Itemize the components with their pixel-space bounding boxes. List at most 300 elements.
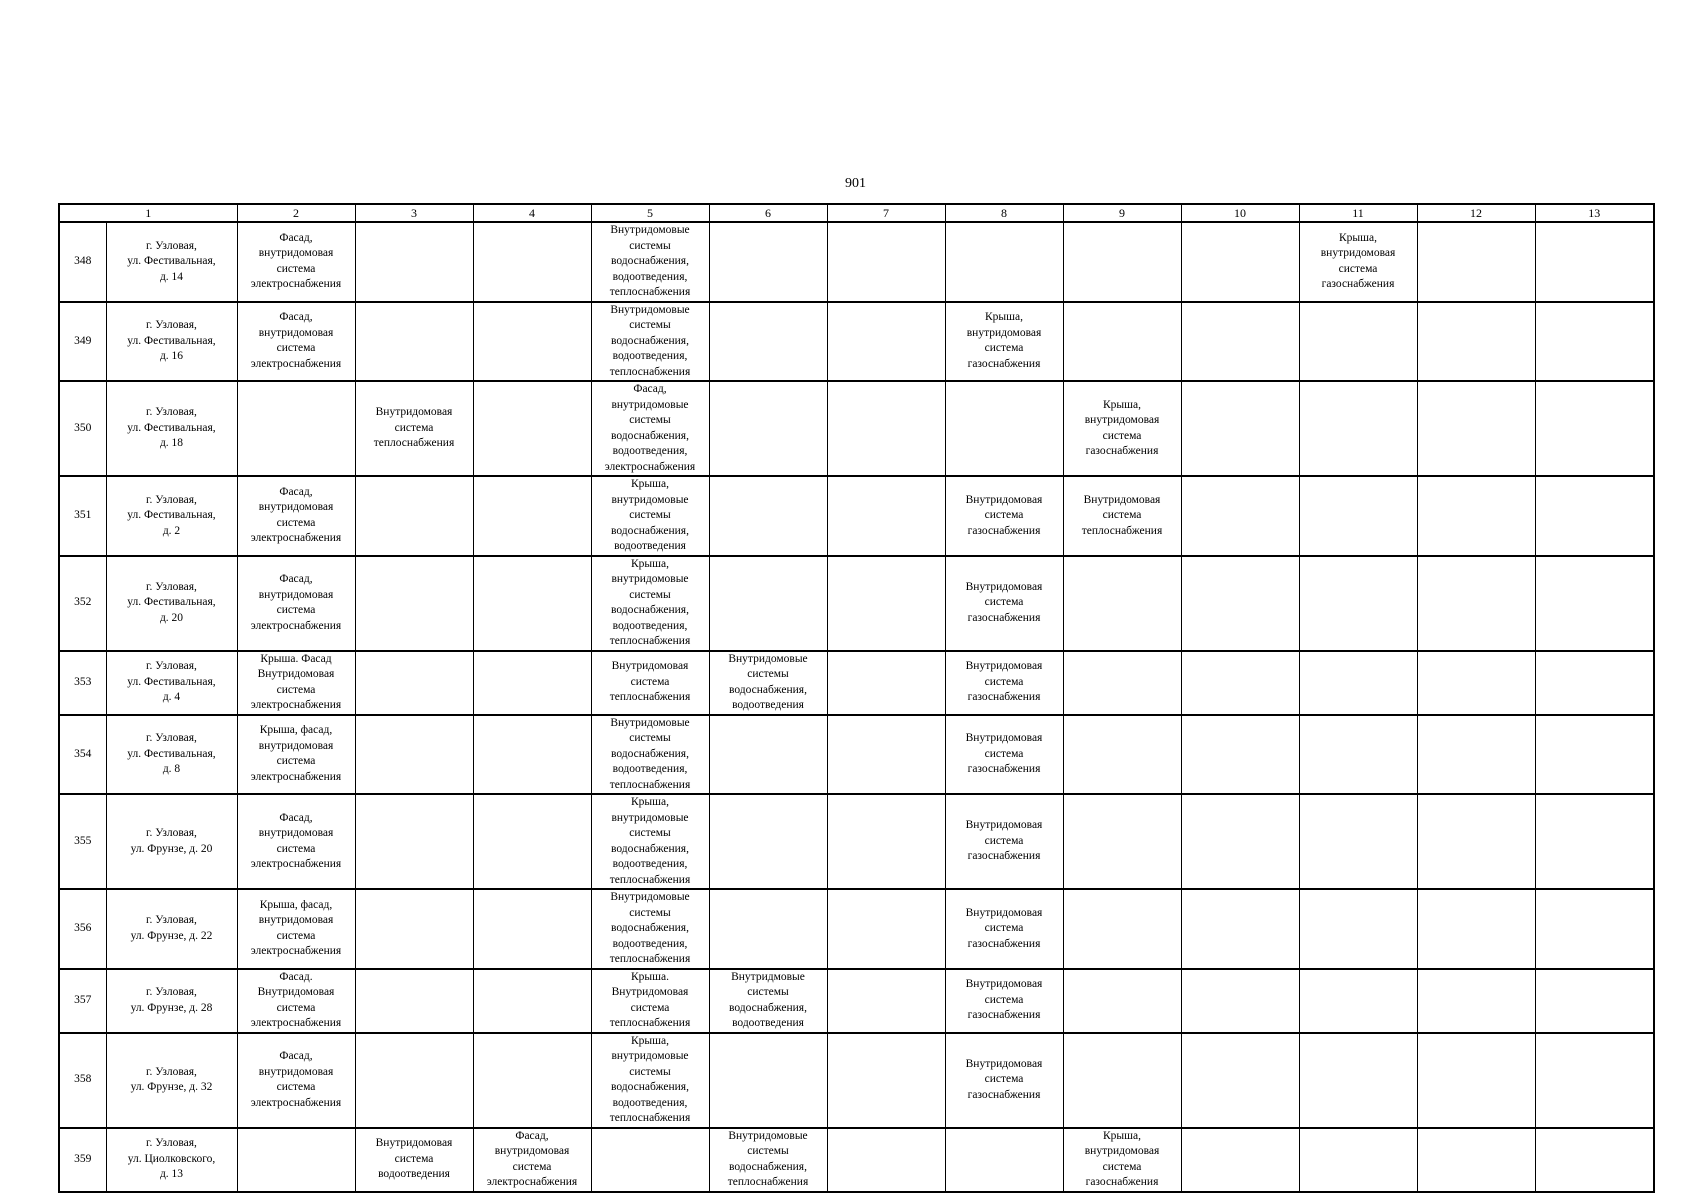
work-item-line: Внутридомовые [728,1129,808,1142]
work-cell-8 [945,222,1063,302]
row-number: 350 [59,381,106,476]
work-cell-8 [945,1128,1063,1192]
work-cell-9 [1063,1128,1181,1192]
work-cell-9 [1063,889,1181,969]
work-item-line: Крыша, [631,796,669,808]
column-header: 8 [945,204,1063,222]
work-item-line: водоотведения, [612,937,688,950]
work-cell-5 [591,476,709,556]
work-cell-12 [1417,381,1535,476]
work-item-line: водоотведения, [612,858,688,870]
work-cell-10 [1181,1033,1299,1128]
work-cell-4 [473,476,591,556]
work-item-line: газоснабжения [967,937,1041,950]
address-line: ул. Фрунзе, д. 22 [130,929,213,942]
work-item-line: Фасад, [279,1050,313,1062]
work-cell-3 [355,222,473,302]
row-number: 351 [59,476,106,556]
work-cell-2 [237,651,355,715]
work-item-line: Фасад, [279,311,313,324]
work-cell-5 [591,381,709,476]
work-cell-11 [1299,1128,1417,1192]
work-item-line: внутридомовые [611,1050,689,1062]
page-number: 901 [845,176,866,191]
work-item-line: газоснабжения [967,763,1041,775]
work-cell-3 [355,476,473,556]
work-item-line: газоснабжения [967,357,1041,370]
work-item-line: водоотведения, [612,350,688,362]
work-item-line: водоотведения, [612,763,688,775]
work-cell-2 [237,302,355,382]
work-item-line: система [512,1160,552,1173]
row-number: 349 [59,302,106,382]
address-line: ул. Фестивальная, [127,255,216,267]
work-cell-7 [827,889,945,969]
work-item-line: теплоснабжения [373,437,455,450]
work-cell-5 [591,556,709,651]
work-item-line: система [1102,1160,1142,1173]
work-cell-12 [1417,302,1535,382]
address-cell [106,889,237,969]
work-cell-3 [355,794,473,889]
work-item-line: Внутридомовая [1083,493,1161,506]
work-item-line: Крыша, [631,478,669,490]
work-item-line: Внутридомовые [610,303,690,316]
table-row [59,302,1654,382]
work-cell-3 [355,302,473,382]
address-line: д. 20 [159,611,184,624]
work-cell-5 [591,302,709,382]
work-item-line: электроснабжения [250,619,342,632]
work-item-line: электроснабжения [250,699,342,711]
address-line: г. Узловая, [146,239,197,252]
work-item-line: Крыша. [631,970,669,983]
address-line: ул. Фестивальная, [127,421,216,434]
work-cell-13 [1535,1128,1654,1192]
work-item-line: внутридомовая [1320,247,1396,260]
table-row [59,969,1654,1033]
work-cell-2 [237,1033,355,1128]
work-cell-12 [1417,969,1535,1033]
work-cell-13 [1535,889,1654,969]
work-item-line: теплоснабжения [609,953,691,965]
work-item-line: теплоснабжения [609,873,691,886]
work-item-line: система [984,993,1024,1006]
work-item-line: внутридомовая [258,827,334,839]
work-item-line: Фасад, [279,811,313,824]
work-cell-7 [827,969,945,1033]
table-row [59,794,1654,889]
work-cell-7 [827,381,945,476]
work-cell-2 [237,476,355,556]
work-cell-7 [827,651,945,715]
address-cell [106,715,237,795]
work-item-line: теплоснабжения [727,1176,809,1188]
work-item-line: электроснабжения [604,460,696,473]
address-line: г. Узловая, [146,493,197,506]
work-item-line: электроснабжения [250,945,342,958]
work-cell-6 [709,222,827,302]
work-item-line: система [394,421,434,434]
work-item-line: водоотведения [732,699,804,711]
work-item-line: системы [629,1065,671,1078]
work-item-line: газоснабжения [967,1009,1041,1022]
work-cell-13 [1535,381,1654,476]
address-line: ул. Фестивальная, [127,334,216,347]
work-item-line: Внутридомовая [611,660,689,673]
address-line: д. 18 [159,437,184,450]
work-item-line: Крыша, [1339,231,1377,244]
work-cell-12 [1417,1033,1535,1128]
work-item-line: Крыша. Фасад [260,652,332,665]
work-cell-3 [355,381,473,476]
work-cell-7 [827,222,945,302]
row-number: 357 [59,969,106,1033]
work-item-line: водоотведения, [612,1096,688,1109]
work-item-line: система [630,1001,670,1014]
work-cell-4 [473,794,591,889]
column-header: 5 [591,204,709,222]
work-item-line: Внутридомовая [965,493,1043,506]
work-item-line: система [276,929,316,942]
work-cell-13 [1535,969,1654,1033]
address-cell [106,381,237,476]
work-item-line: газоснабжения [967,1088,1041,1101]
work-item-line: система [394,1152,434,1165]
work-item-line: водоснабжения, [611,604,689,616]
work-item-line: Внутридомовые [610,224,690,236]
address-line: д. 2 [162,524,181,537]
work-cell-3 [355,889,473,969]
address-line: ул. Фрунзе, д. 28 [130,1001,213,1014]
work-cell-9 [1063,651,1181,715]
work-item-line: Крыша, [1103,398,1141,411]
work-cell-3 [355,556,473,651]
work-cell-2 [237,556,355,651]
work-item-line: внутридомовая [1084,414,1160,426]
work-cell-8 [945,556,1063,651]
work-cell-5 [591,969,709,1033]
work-item-line: теплоснабжения [609,778,691,791]
work-cell-12 [1417,715,1535,795]
work-item-line: водоснабжения, [611,842,689,855]
work-item-line: Крыша, [631,557,669,570]
work-cell-4 [473,381,591,476]
work-cell-12 [1417,476,1535,556]
work-cell-10 [1181,381,1299,476]
work-cell-11 [1299,381,1417,476]
work-item-line: Внутридомовые [728,652,808,665]
address-line: г. Узловая, [146,986,197,998]
work-item-line: водоснабжения, [611,255,689,267]
work-cell-9 [1063,381,1181,476]
work-item-line: Внутридомовая [375,406,453,419]
work-item-line: водоснабжения, [729,683,807,696]
work-cell-8 [945,969,1063,1033]
work-cell-8 [945,889,1063,969]
work-cell-10 [1181,715,1299,795]
work-item-line: системы [629,732,671,744]
work-item-line: системы [629,509,671,521]
work-item-line: система [984,342,1024,355]
work-cell-6 [709,715,827,795]
work-cell-8 [945,476,1063,556]
row-number: 358 [59,1033,106,1128]
column-header: 3 [355,204,473,222]
work-cell-6 [709,476,827,556]
work-cell-8 [945,651,1063,715]
column-header: 2 [237,204,355,222]
work-cell-11 [1299,794,1417,889]
work-item-line: внутридомовые [611,811,689,824]
work-cell-6 [709,969,827,1033]
work-item-line: внутридомовая [966,326,1042,339]
table-row [59,1033,1654,1128]
work-item-line: внутридомовая [258,588,334,601]
work-item-line: системы [747,1145,789,1157]
work-cell-4 [473,1128,591,1192]
address-cell [106,1128,237,1192]
work-item-line: водоотведения [614,540,686,552]
work-cell-10 [1181,476,1299,556]
work-item-line: водоотведения, [612,619,688,632]
work-cell-11 [1299,1033,1417,1128]
work-schedule-table [58,203,1655,1193]
work-cell-6 [709,794,827,889]
work-cell-3 [355,1128,473,1192]
work-item-line: Фасад, [279,231,313,244]
work-item-line: газоснабжения [967,850,1041,863]
work-item-line: газоснабжения [1321,278,1395,291]
work-item-line: водоснабжения, [611,1081,689,1093]
work-cell-9 [1063,715,1181,795]
work-item-line: система [276,262,316,275]
work-cell-11 [1299,889,1417,969]
work-item-line: газоснабжения [967,691,1041,704]
column-header: 12 [1417,204,1535,222]
work-cell-13 [1535,556,1654,651]
work-cell-5 [591,794,709,889]
work-item-line: внутридомовая [258,1065,334,1078]
work-item-line: внутридомовые [611,573,689,585]
work-item-line: системы [747,986,789,998]
work-cell-7 [827,1128,945,1192]
work-item-line: электроснабжения [250,858,342,870]
column-number-header [59,204,1654,222]
work-cell-11 [1299,651,1417,715]
work-item-line: Фасад, [279,573,313,585]
address-line: г. Узловая, [146,660,197,673]
address-line: д. 13 [159,1168,184,1181]
address-cell [106,556,237,651]
work-item-line: Внутридомовая [965,1057,1043,1070]
work-cell-13 [1535,651,1654,715]
column-header: 9 [1063,204,1181,222]
work-cell-10 [1181,889,1299,969]
work-item-line: газоснабжения [967,524,1041,537]
work-cell-13 [1535,302,1654,382]
address-cell [106,476,237,556]
table-row [59,381,1654,476]
work-item-line: система [276,604,316,616]
work-item-line: Внутридомовая [257,986,335,998]
work-item-line: водоснабжения, [729,1001,807,1014]
row-number: 354 [59,715,106,795]
work-item-line: Внутридомовая [611,986,689,998]
work-cell-10 [1181,222,1299,302]
work-cell-9 [1063,556,1181,651]
row-number: 359 [59,1128,106,1192]
work-cell-5 [591,1128,709,1192]
work-cell-10 [1181,302,1299,382]
work-cell-10 [1181,794,1299,889]
work-cell-8 [945,1033,1063,1128]
work-item-line: теплоснабжения [609,635,691,647]
work-item-line: водоснабжения, [611,747,689,760]
work-item-line: Внутридомовая [257,668,335,680]
work-cell-4 [473,889,591,969]
work-item-line: водоотведения, [612,270,688,283]
work-cell-9 [1063,476,1181,556]
table-row [59,222,1654,302]
work-item-line: внутридомовая [258,501,334,514]
work-item-line: система [984,747,1024,760]
work-cell-2 [237,889,355,969]
work-item-line: Внутридомовая [375,1137,453,1150]
work-cell-6 [709,1128,827,1192]
work-cell-7 [827,794,945,889]
table-row [59,476,1654,556]
work-cell-5 [591,222,709,302]
table-row [59,715,1654,795]
work-cell-11 [1299,556,1417,651]
work-item-line: водоснабжения, [729,1160,807,1173]
work-cell-5 [591,715,709,795]
work-cell-12 [1417,889,1535,969]
work-item-line: система [276,342,316,355]
work-item-line: система [984,596,1024,609]
work-item-line: внутридомовая [258,739,334,752]
work-cell-9 [1063,302,1181,382]
work-cell-3 [355,969,473,1033]
work-cell-4 [473,222,591,302]
address-line: ул. Фестивальная, [127,596,216,609]
row-number: 356 [59,889,106,969]
work-cell-7 [827,1033,945,1128]
work-cell-10 [1181,556,1299,651]
work-cell-3 [355,651,473,715]
work-cell-7 [827,715,945,795]
work-item-line: система [984,834,1024,847]
work-item-line: Внутридомовая [965,580,1043,593]
row-number: 353 [59,651,106,715]
work-cell-7 [827,476,945,556]
work-cell-10 [1181,969,1299,1033]
work-item-line: Внутридомовая [965,732,1043,744]
work-item-line: Внутридомовая [965,978,1043,991]
address-line: г. Узловая, [146,406,197,419]
work-cell-11 [1299,715,1417,795]
row-number: 355 [59,794,106,889]
address-line: д. 16 [159,350,184,362]
address-line: д. 14 [159,270,184,283]
address-line: г. Узловая, [146,827,197,839]
work-item-line: система [1338,262,1378,275]
work-item-line: Внутридомовая [965,906,1043,919]
work-item-line: электроснабжения [250,1096,342,1109]
work-item-line: системы [629,414,671,426]
work-item-line: система [1102,509,1142,521]
column-header: 6 [709,204,827,222]
table-row [59,556,1654,651]
work-item-line: система [276,755,316,768]
address-line: г. Узловая, [146,319,197,331]
work-item-line: водоснабжения, [611,429,689,442]
work-item-line: газоснабжения [1085,1176,1159,1188]
work-cell-2 [237,715,355,795]
work-cell-2 [237,1128,355,1192]
column-header: 11 [1299,204,1417,222]
work-cell-3 [355,715,473,795]
work-item-line: Фасад, [279,485,313,498]
address-line: ул. Циолковского, [127,1152,216,1165]
work-item-line: система [276,1001,316,1014]
work-item-line: внутридомовая [258,914,334,927]
address-line: г. Узловая, [146,1065,197,1078]
work-item-line: система [984,1073,1024,1086]
work-cell-8 [945,302,1063,382]
work-item-line: система [276,683,316,696]
work-cell-4 [473,556,591,651]
table-row [59,889,1654,969]
work-item-line: система [984,922,1024,934]
address-cell [106,969,237,1033]
work-cell-10 [1181,1128,1299,1192]
work-cell-13 [1535,222,1654,302]
work-cell-5 [591,1033,709,1128]
column-header: 4 [473,204,591,222]
work-item-line: внутридомовые [611,493,689,506]
work-item-line: водоотведения [378,1168,450,1181]
work-cell-12 [1417,556,1535,651]
work-item-line: теплоснабжения [609,1017,691,1029]
work-item-line: система [276,842,316,855]
address-line: г. Узловая, [146,732,197,744]
work-item-line: электроснабжения [250,532,342,545]
work-item-line: Внутридмовые [731,970,805,983]
work-cell-13 [1535,794,1654,889]
work-cell-4 [473,715,591,795]
work-cell-6 [709,381,827,476]
work-cell-6 [709,556,827,651]
work-cell-11 [1299,969,1417,1033]
work-cell-4 [473,1033,591,1128]
address-cell [106,651,237,715]
work-cell-6 [709,651,827,715]
work-item-line: внутридомовые [611,398,689,411]
address-line: ул. Фрунзе, д. 20 [130,842,213,855]
work-cell-9 [1063,222,1181,302]
work-cell-5 [591,651,709,715]
column-header: 13 [1535,204,1654,222]
work-cell-13 [1535,715,1654,795]
address-line: д. 8 [162,763,181,775]
work-cell-4 [473,651,591,715]
work-item-line: система [984,509,1024,521]
work-cell-8 [945,794,1063,889]
work-item-line: газоснабжения [1085,445,1159,457]
work-cell-12 [1417,794,1535,889]
